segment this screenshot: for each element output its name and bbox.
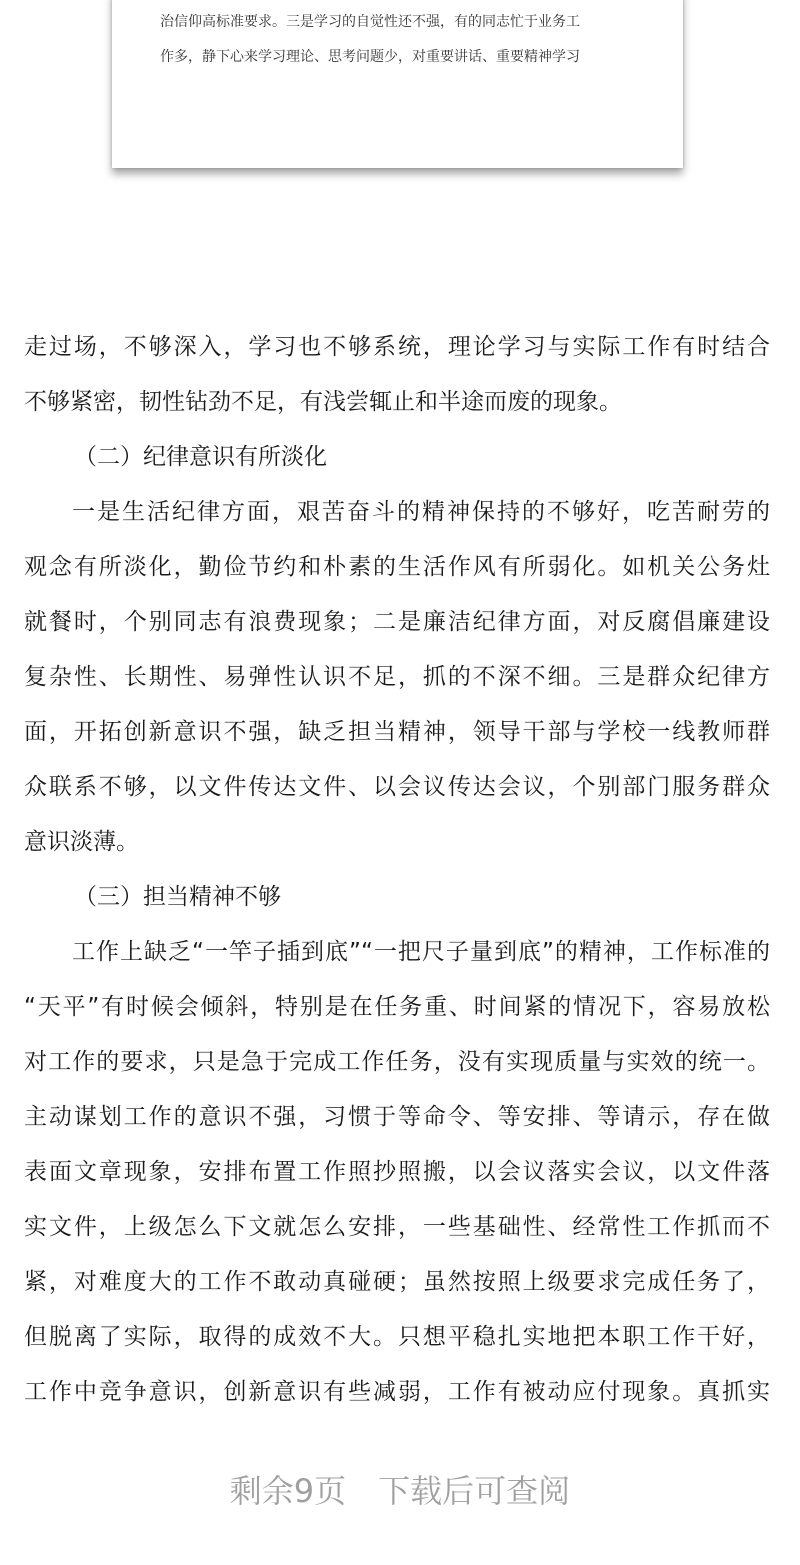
text-line: 一是生活纪律方面，艰苦奋斗的精神保持的不够好，吃苦耐劳的 (72, 499, 770, 525)
download-to-read-more[interactable] (0, 1466, 800, 1512)
text-line: 主动谋划工作的意识不强，习惯于等命令、等安排、等请示，存在做 (24, 1104, 770, 1130)
text-line: 复杂性、长期性、易弹性认识不足，抓的不深不细。三是群众纪律方 (24, 664, 770, 690)
text-line: 走过场，不够深入，学习也不够系统，理论学习与实际工作有时结合 (24, 334, 770, 360)
text-line: 实文件，上级怎么下文就怎么安排，一些基础性、经常性工作抓而不 (24, 1214, 770, 1240)
text-line: 面，开拓创新意识不强，缺乏担当精神，领导干部与学校一线教师群 (24, 719, 770, 745)
text-line: 但脱离了实际，取得的成效不大。只想平稳扎实地把本职工作干好， (24, 1324, 770, 1350)
remaining-pages-label: 剩余9页 (229, 1472, 347, 1510)
text-line: 就餐时，个别同志有浪费现象；二是廉洁纪律方面，对反腐倡廉建设 (24, 609, 770, 635)
document-body (24, 320, 770, 1420)
section-heading: （二）纪律意识有所淡化 (74, 444, 327, 470)
preview-line: 作多，静下心来学习理论、思考问题少，对重要讲话、重要精神学习 (160, 49, 580, 65)
text-line: 观念有所淡化，勤俭节约和朴素的生活作风有所弱化。如机关公务灶 (24, 554, 770, 580)
text-line: 工作中竞争意识，创新意识有些减弱，工作有被动应付现象。真抓实 (24, 1379, 770, 1405)
preview-line: 治信仰高标准要求。三是学习的自觉性还不强，有的同志忙于业务工 (160, 14, 580, 30)
text-line: 工作上缺乏“一竿子插到底”“一把尺子量到底”的精神，工作标准的 (72, 939, 770, 965)
text-line: 表面文章现象，安排布置工作照抄照搬，以会议落实会议，以文件落 (24, 1159, 770, 1185)
text-line: 意识淡薄。 (24, 829, 139, 855)
text-line: 对工作的要求，只是急于完成工作任务，没有实现质量与实效的统一。 (24, 1049, 770, 1075)
text-line: “天平”有时候会倾斜，特别是在任务重、时间紧的情况下，容易放松 (24, 994, 770, 1020)
page-preview-card (112, 0, 683, 168)
section-heading: （三）担当精神不够 (74, 884, 281, 910)
text-line: 众联系不够，以文件传达文件、以会议传达会议，个别部门服务群众 (24, 774, 770, 800)
download-label: 下载后可查阅 (378, 1472, 571, 1510)
text-line: 不够紧密，韧性钻劲不足，有浅尝辄止和半途而废的现象。 (24, 389, 622, 415)
text-line: 紧，对难度大的工作不敢动真碰硬；虽然按照上级要求完成任务了， (24, 1269, 770, 1295)
